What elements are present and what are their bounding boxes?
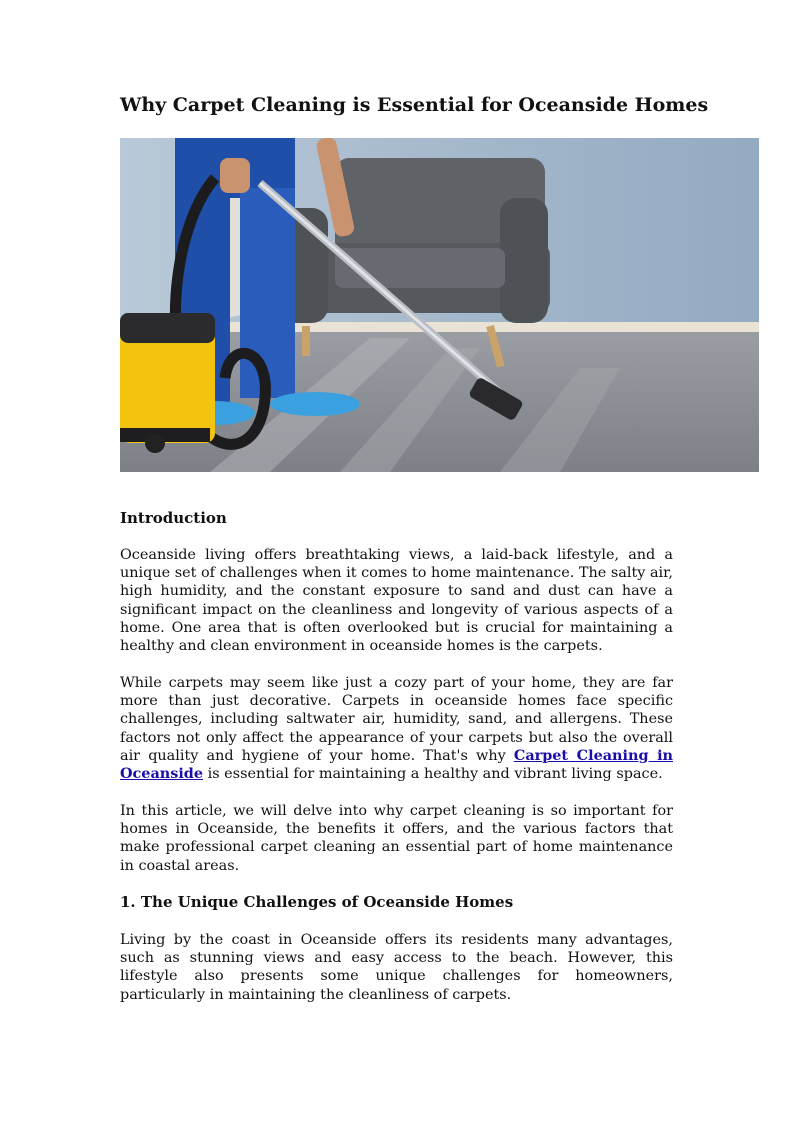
hero-image-illustration [120,138,759,472]
article-title: Why Carpet Cleaning is Essential for Oceanside Homes [120,94,709,116]
hero-image [120,138,759,472]
section-1-heading: 1. The Unique Challenges of Oceanside Homes [120,893,514,911]
paragraph-1: Oceanside living offers breathtaking views, a laid-back lifestyle, and a unique set of challenges when it comes to home maintenance. The salty air, high humidity, and the constant exposure to sand and dust can have a significant impact on the cleanliness and longevity of various aspects of a home. One area that is often overlooked but is crucial for maintaining a healthy and clean environment in oceanside homes is the carpets. [120,547,673,655]
carpet-cleaning-oceanside-link[interactable]: Carpet Cleaning in Oceanside [120,746,673,783]
paragraph-2 [120,674,673,783]
vacuum-machine [120,313,215,453]
paragraph-4: Living by the coast in Oceanside offers its residents many advantages, such as stunning views and easy access to the beach. However, this lifestyle also presents some unique challenges for homeowners, particularly in maintaining the cleanliness of carpets. [120,932,673,1003]
paragraph-2-text-before: While carpets may seem like just a cozy part of your home, they are far more than just decorative. Carpets in oceanside homes face specific challenges, including saltwater air, humidity, sand, and allergens. These factors not only affect the appearance of your carpets but also the overall air quality and hygiene of your home. That's why [120,675,673,764]
intro-heading: Introduction [120,509,227,527]
paragraph-3: In this article, we will delve into why carpet cleaning is so important for homes in Oceanside, the benefits it offers, and the various factors that make professional carpet cleaning an essential part of home maintenance in coastal areas. [120,803,673,874]
paragraph-2-text-after: is essential for maintaining a healthy and vibrant living space. [203,766,663,783]
